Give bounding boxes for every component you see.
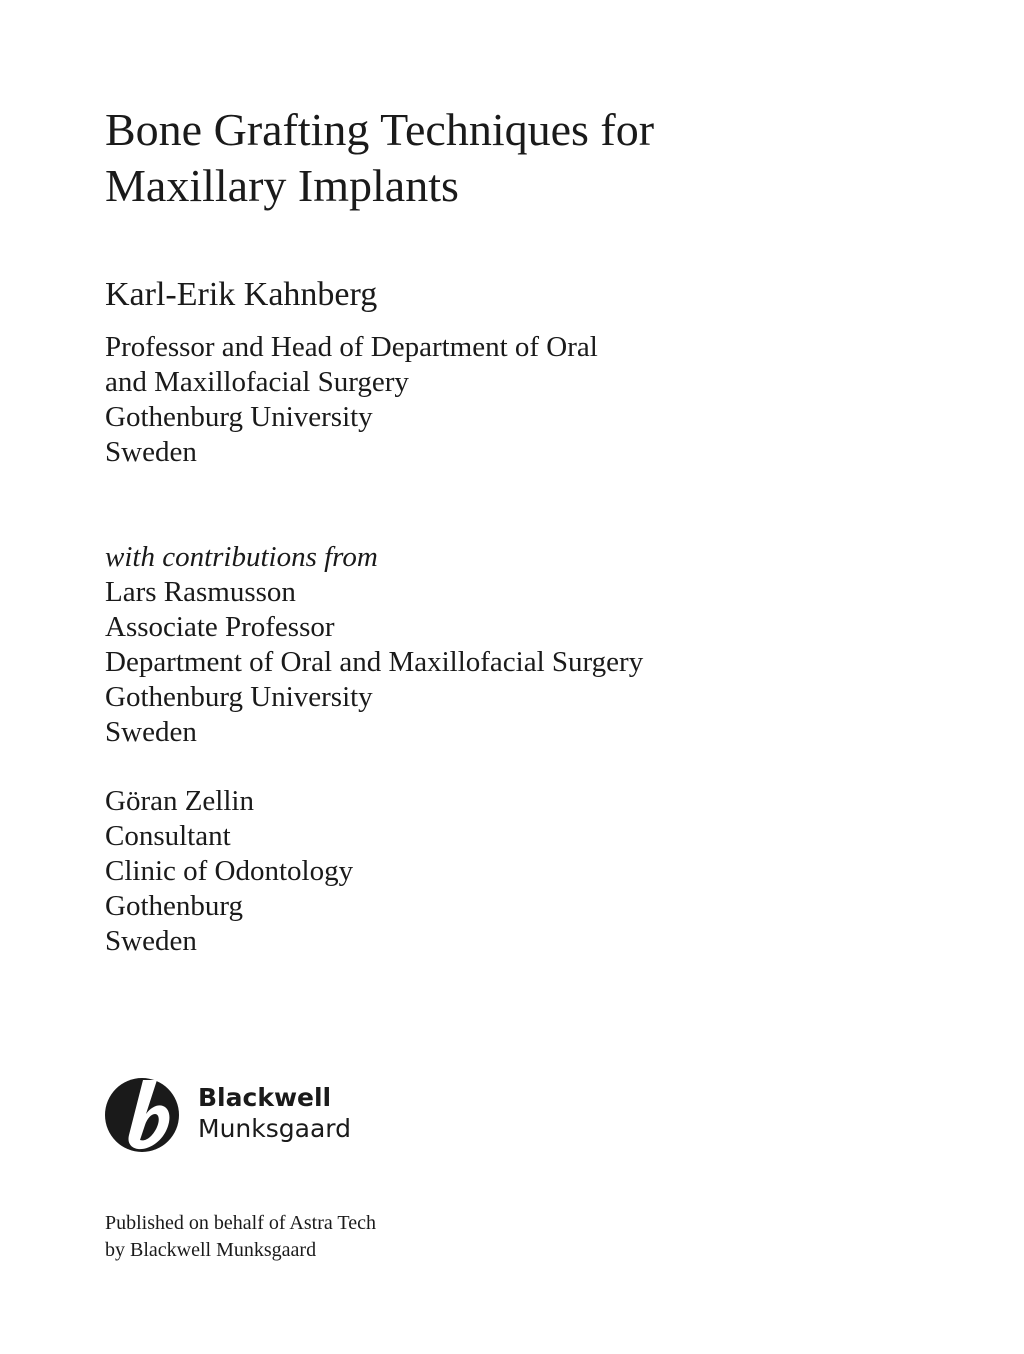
contributions-intro: with contributions from bbox=[105, 541, 378, 573]
contributor-line: Clinic of Odontology bbox=[105, 855, 354, 887]
contributor-line: Gothenburg bbox=[105, 890, 244, 922]
contributor-line: Sweden bbox=[105, 716, 197, 748]
published-line-2: by Blackwell Munksgaard bbox=[105, 1239, 317, 1261]
blackwell-b-logo-icon bbox=[105, 1076, 183, 1154]
publisher-logo-text bbox=[198, 1082, 351, 1144]
contributor-name: Göran Zellin bbox=[105, 785, 254, 817]
author-affiliation bbox=[105, 330, 598, 470]
published-note bbox=[105, 1210, 376, 1264]
contributor-block-1 bbox=[105, 540, 643, 750]
contributor-line: Consultant bbox=[105, 820, 231, 852]
affiliation-line: and Maxillofacial Surgery bbox=[105, 366, 409, 398]
affiliation-line: Professor and Head of Department of Oral bbox=[105, 331, 598, 363]
contributor-line: Sweden bbox=[105, 925, 197, 957]
contributor-line: Department of Oral and Maxillofacial Surgery bbox=[105, 646, 644, 678]
author-name: Karl-Erik Kahnberg bbox=[105, 276, 378, 313]
contributor-line: Associate Professor bbox=[105, 611, 335, 643]
contributor-block-2 bbox=[105, 784, 353, 959]
book-title bbox=[105, 102, 654, 214]
affiliation-line: Gothenburg University bbox=[105, 401, 373, 433]
publisher-logo bbox=[105, 1076, 405, 1156]
publisher-logo-line-2: Munksgaard bbox=[198, 1114, 351, 1143]
contributor-name: Lars Rasmusson bbox=[105, 576, 296, 608]
contributor-line: Gothenburg University bbox=[105, 681, 373, 713]
book-title-line-1: Bone Grafting Techniques for bbox=[105, 104, 655, 155]
publisher-logo-line-1: Blackwell bbox=[198, 1083, 332, 1112]
book-title-line-2: Maxillary Implants bbox=[105, 160, 459, 211]
affiliation-line: Sweden bbox=[105, 436, 197, 468]
published-line-1: Published on behalf of Astra Tech bbox=[105, 1212, 376, 1234]
